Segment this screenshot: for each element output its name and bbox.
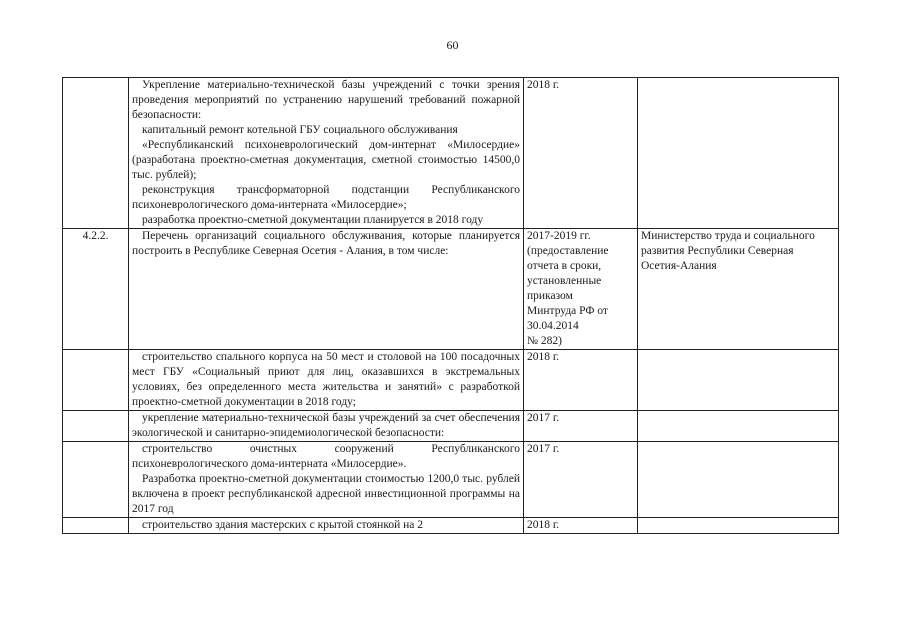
executor-cell	[638, 411, 839, 442]
activity-paragraph: Перечень организаций социального обслуживания, которые планируется построить в Республике Северная Осетия - Алания, в том числе:	[132, 230, 520, 257]
activity-paragraph: строительство спального корпуса на 50 мест и столовой на 100 посадочных мест ГБУ «Социальный приют для лиц, оказавшихся в экстремальных условиях, без определенного места жительства и занятий» с разработкой проектно-сметной документации в 2018 году;	[132, 351, 520, 408]
activity-paragraph: реконструкция трансформаторной подстанции Республиканского психоневрологического дома-интерната «Милосердие»;	[132, 184, 520, 211]
plan-table	[62, 77, 839, 534]
item-number-cell	[63, 442, 129, 518]
term-line: 2018 г.	[527, 351, 560, 363]
term-line: Минтруда РФ от	[527, 305, 608, 317]
term-cell	[524, 411, 638, 442]
activity-cell	[129, 518, 524, 534]
table-row	[63, 411, 839, 442]
term-cell	[524, 229, 638, 350]
term-line: 2017-2019 гг.	[527, 230, 591, 242]
activity-paragraph: капитальный ремонт котельной ГБУ социального обслуживания	[142, 124, 458, 136]
term-line: (предоставление	[527, 245, 609, 257]
activity-paragraph: разработка проектно-сметной документации планируется в 2018 году	[142, 214, 484, 226]
table-row	[63, 442, 839, 518]
item-number-cell	[63, 78, 129, 229]
item-number-cell	[63, 411, 129, 442]
executor-cell	[638, 78, 839, 229]
activity-paragraph: строительство очистных сооружений Республиканского психоневрологического дома-интерната «Милосердие».	[132, 443, 520, 470]
activity-paragraph: Укрепление материально-технической базы учреждений с точки зрения проведения мероприятий по устранению нарушений требований пожарной безопасности:	[132, 79, 520, 121]
term-line: № 282)	[527, 335, 562, 347]
executor-cell	[638, 350, 839, 411]
term-line: 2017 г.	[527, 412, 560, 424]
activity-paragraph: строительство здания мастерских с крытой стоянкой на 2	[142, 519, 423, 531]
term-cell	[524, 350, 638, 411]
term-cell	[524, 518, 638, 534]
executor-cell: Министерство труда и социального развития Республики Северная Осетия-Алания	[638, 229, 839, 350]
term-line: 2018 г.	[527, 79, 560, 91]
item-number-cell	[63, 350, 129, 411]
term-cell	[524, 442, 638, 518]
term-line: 2018 г.	[527, 519, 560, 531]
table-row	[63, 518, 839, 534]
term-line: установленные	[527, 275, 602, 287]
activity-cell	[129, 442, 524, 518]
term-line: 30.04.2014	[527, 320, 579, 332]
activity-paragraph: укрепление материально-технической базы учреждений за счет обеспечения экологической и санитарно-эпидемиологической безопасности:	[132, 412, 520, 439]
activity-cell	[129, 229, 524, 350]
term-line: приказом	[527, 290, 573, 302]
term-cell	[524, 78, 638, 229]
page-number: 60	[446, 38, 459, 52]
table-row	[63, 350, 839, 411]
executor-cell	[638, 518, 839, 534]
term-line: 2017 г.	[527, 443, 560, 455]
term-line: отчета в сроки,	[527, 260, 602, 272]
activity-cell	[129, 78, 524, 229]
executor-cell	[638, 442, 839, 518]
activity-paragraph: «Республиканский психоневрологический дом-интернат «Милосердие» (разработана проектно-сметная документация, сметной стоимостью 14500,0 тыс. рублей);	[132, 139, 520, 181]
item-number-cell: 4.2.2.	[63, 229, 129, 350]
table-row	[63, 78, 839, 229]
activity-cell	[129, 411, 524, 442]
activity-paragraph: Разработка проектно-сметной документации стоимостью 1200,0 тыс. рублей включена в проект республиканской адресной инвестиционной программы на 2017 год	[132, 473, 520, 515]
item-number-cell	[63, 518, 129, 534]
activity-cell	[129, 350, 524, 411]
table-row	[63, 229, 839, 350]
